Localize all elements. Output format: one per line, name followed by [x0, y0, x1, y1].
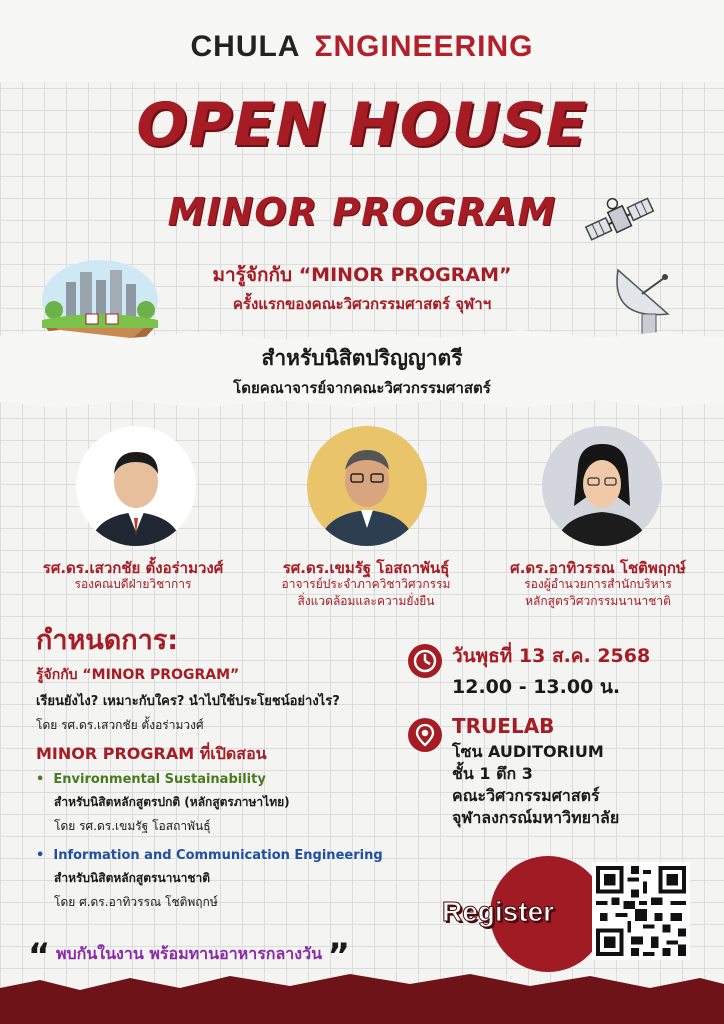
register-button[interactable]: Register: [442, 896, 555, 927]
clock-icon: [408, 644, 442, 678]
schedule-topic: รู้จักกับ “MINOR PROGRAM”: [36, 667, 240, 683]
open-quote: “: [28, 936, 51, 976]
speaker-1-role: รองคณบดีฝ่ายวิชาการ: [74, 577, 192, 591]
location-faculty: คณะวิศวกรรมศาสตร์: [452, 786, 600, 805]
intro-subheading: ครั้งแรกของคณะวิศวกรรมศาสตร์ จุฬาฯ: [232, 295, 492, 313]
close-quote: ”: [327, 936, 350, 976]
intro-heading: มารู้จักกับ “MINOR PROGRAM”: [212, 264, 512, 286]
satellite-icon: [584, 190, 656, 254]
brand-logo: [0, 30, 724, 64]
torn-paper-footer: [0, 960, 724, 1024]
location-pin-icon: [408, 718, 442, 752]
title-minor-program: MINOR PROGRAM: [167, 190, 557, 234]
speaker-3-name: ศ.ดร.อาทิวรรณ โชติพฤกษ์: [510, 559, 686, 577]
location-zone: โซน AUDITORIUM: [452, 742, 604, 761]
speaker-3-role-2: หลักสูตรวิศวกรรมนานาชาติ: [525, 594, 671, 608]
speaker-2-role: อาจารย์ประจำภาควิชาวิศวกรรม: [281, 577, 451, 591]
avatar-speaker-2: [307, 426, 427, 546]
avatar-speaker-1: [76, 426, 196, 546]
avatar-speaker-3: [542, 426, 662, 546]
programs-heading: MINOR PROGRAM ที่เปิดสอน: [36, 744, 267, 763]
schedule-questions: เรียนยังไง? เหมาะกับใคร? นำไปใช้ประโยชน์อย่างไร?: [36, 694, 340, 709]
program-name: Information and Communication Engineering: [53, 848, 383, 863]
program-item-environmental: [36, 772, 416, 836]
audience-title: สำหรับนิสิตปริญญาตรี: [261, 346, 463, 370]
program-audience: สำหรับนิสิตหลักสูตรนานาชาติ: [54, 871, 211, 885]
brand-engineering: ΣNGINEERING: [314, 30, 534, 63]
schedule-presenter: โดย รศ.ดร.เสวกชัย ตั้งอร่ามวงศ์: [36, 718, 204, 732]
speaker-1-name: รศ.ดร.เสวกชัย ตั้งอร่ามวงศ์: [42, 559, 224, 577]
speaker-3-role: รองผู้อำนวยการสำนักบริหาร: [524, 577, 672, 591]
audience-subtitle: โดยคณาจารย์จากคณะวิศวกรรมศาสตร์: [233, 379, 491, 397]
location-venue: TRUELAB: [452, 714, 555, 738]
event-date: วันพุธที่ 13 ส.ค. 2568: [452, 645, 651, 667]
program-lecturer: โดย ศ.ดร.อาทิวรรณ โชติพฤกษ์: [54, 895, 218, 909]
location-floor: ชั้น 1 ตึก 3: [452, 764, 533, 783]
closing-text: พบกันในงาน พร้อมทานอาหารกลางวัน: [55, 944, 323, 963]
schedule-title: กำหนดการ:: [36, 625, 179, 656]
program-lecturer: โดย รศ.ดร.เขมรัฐ โอสถาพันธุ์: [54, 819, 211, 833]
bullet-dot-icon: •: [36, 772, 54, 787]
bullet-dot-icon: •: [36, 848, 54, 863]
qr-code-icon[interactable]: [592, 862, 690, 960]
location-university: จุฬาลงกรณ์มหาวิทยาลัย: [452, 808, 620, 827]
brand-chula: CHULA: [190, 30, 301, 63]
speaker-2-name: รศ.ดร.เขมรัฐ โอสถาพันธุ์: [282, 559, 450, 577]
title-open-house: OPEN HOUSE: [136, 90, 588, 160]
program-name: Environmental Sustainability: [53, 772, 266, 787]
event-time: 12.00 - 13.00 น.: [452, 676, 621, 698]
program-audience: สำหรับนิสิตหลักสูตรปกติ (หลักสูตรภาษาไทย): [54, 795, 290, 809]
speaker-2-role-2: สิ่งแวดล้อมและความยั่งยืน: [297, 594, 435, 608]
program-item-ice: [36, 848, 436, 912]
